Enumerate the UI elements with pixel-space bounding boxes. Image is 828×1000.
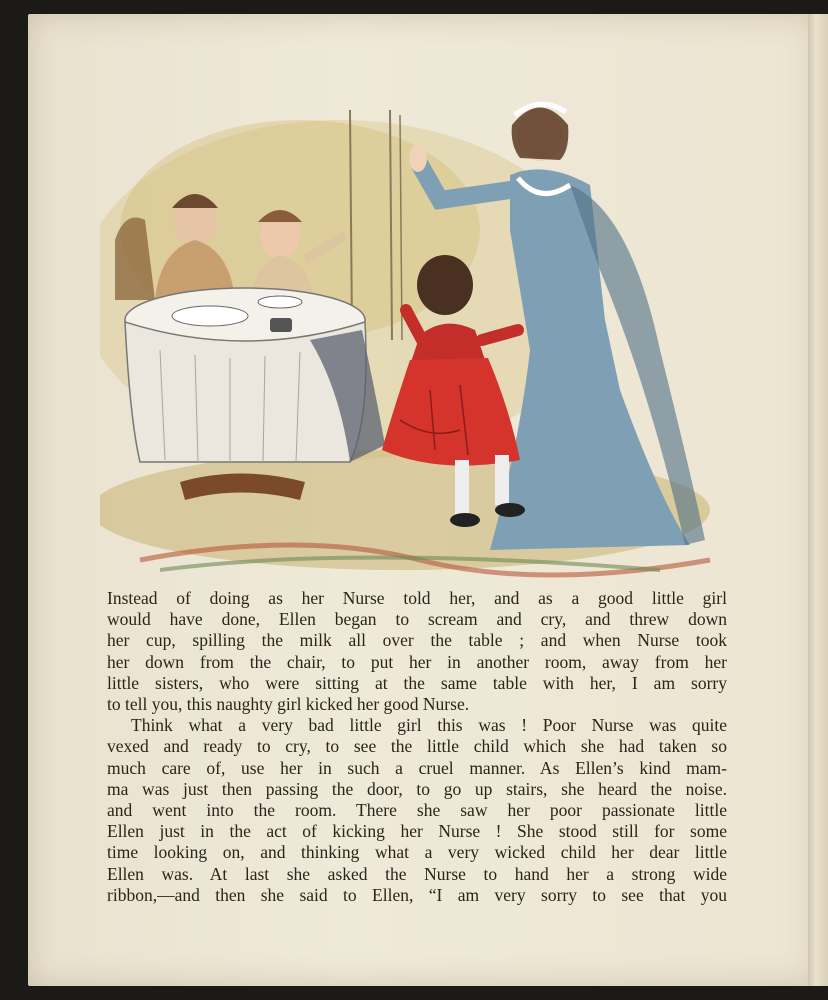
text-line: Ellen just in the act of kicking her Nurse ! She stood still for some: [107, 821, 727, 842]
illustration: [100, 90, 720, 590]
text-line: vexed and ready to cry, to see the little child which she had taken so: [107, 736, 727, 757]
paragraph-1: [107, 588, 727, 715]
text-line: ribbon,—and then she said to Ellen, “I am very sorry to see that you: [107, 884, 727, 905]
text-line: much care of, use her in such a cruel manner. As Ellen’s kind mam-: [107, 757, 727, 778]
text-line: little sisters, who were sitting at the same table with her, I am sorry: [107, 672, 727, 693]
text-line: time looking on, and thinking what a very wicked child her dear little: [107, 842, 727, 863]
text-line: to tell you, this naughty girl kicked her good Nurse.: [107, 694, 470, 715]
paragraph-2: [107, 715, 727, 906]
text-line: Think what a very bad little girl this was ! Poor Nurse was quite: [131, 715, 727, 736]
text-line: Instead of doing as her Nurse told her, and as a good little girl: [107, 588, 727, 608]
text-line: her down from the chair, to put her in another room, away from her: [107, 651, 727, 672]
page-edge: [808, 14, 828, 986]
text-line: Ellen was. At last she asked the Nurse to hand her a strong wide: [107, 863, 727, 884]
text-line: ma was just then passing the door, to go up stairs, she heard the noise.: [107, 778, 727, 799]
text-line: her cup, spilling the milk all over the table ; and when Nurse took: [107, 630, 727, 651]
story-text: [107, 588, 727, 906]
text-line: and went into the room. There she saw her poor passionate little: [107, 800, 727, 821]
text-line: would have done, Ellen began to scream and cry, and threw down: [107, 609, 727, 630]
